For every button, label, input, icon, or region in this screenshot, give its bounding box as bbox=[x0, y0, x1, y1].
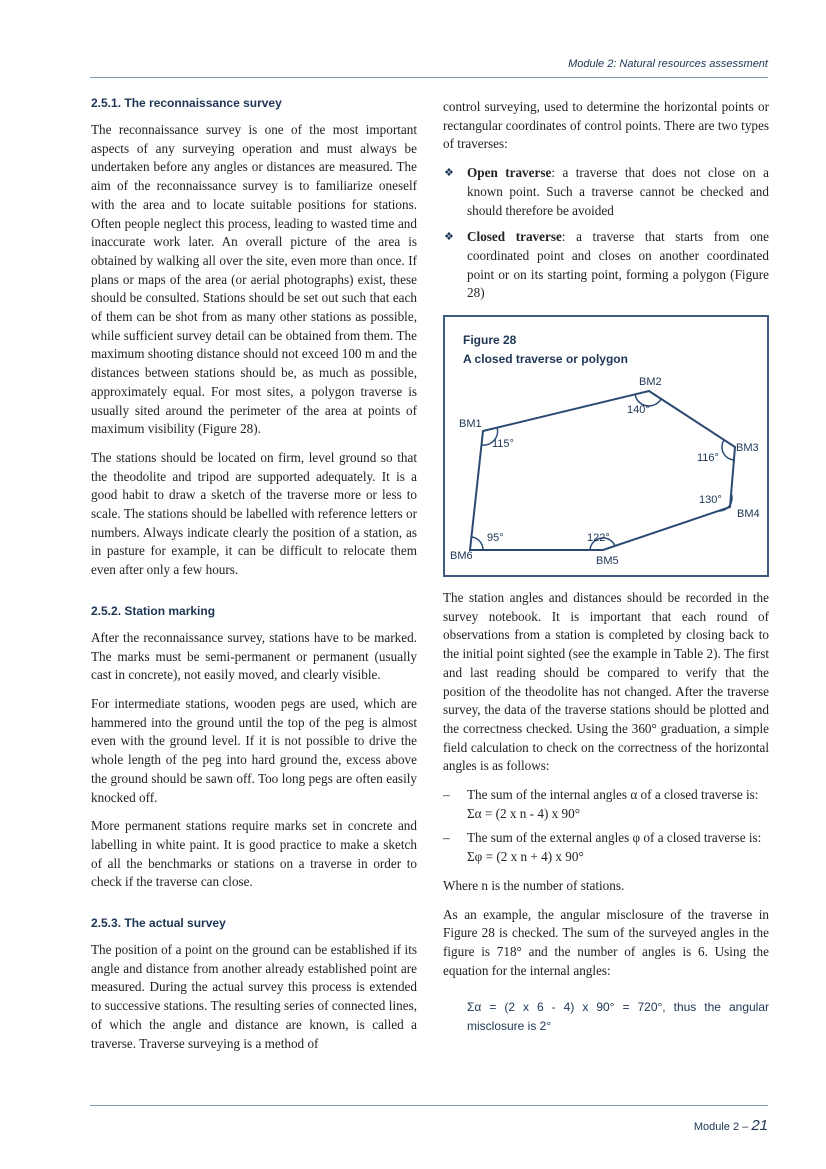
term-closed-traverse: Closed traverse bbox=[467, 229, 562, 245]
external-angles-formula: Σφ = (2 x n + 4) x 90° bbox=[467, 849, 584, 865]
station-label-bm5: BM5 bbox=[596, 555, 619, 568]
left-column bbox=[91, 96, 417, 1063]
header-rule bbox=[90, 77, 768, 78]
diamond-bullet-icon: ❖ bbox=[444, 166, 454, 180]
section-title-actual-survey: 2.5.3. The actual survey bbox=[91, 916, 226, 931]
running-head: Module 2: Natural resources assessment bbox=[568, 58, 768, 70]
paragraph: control surveying, used to determine the horizontal points or rectangular coordinates of control points. There are two types of traverses: bbox=[443, 99, 769, 152]
external-angles-text: The sum of the external angles φ of a closed traverse is: bbox=[467, 830, 762, 846]
traverse-polygon bbox=[470, 391, 735, 550]
list-item bbox=[443, 228, 769, 303]
figure-title: Figure 28 bbox=[463, 333, 517, 348]
station-label-bm1: BM1 bbox=[459, 418, 482, 431]
paragraph: Where n is the number of stations. bbox=[443, 877, 625, 893]
paragraph: More permanent stations require marks set in concrete and labelling in white paint. It is good practice to make a sketch of all the benchmarks or stations on a traverse in order to check if the traverse can close. bbox=[91, 818, 417, 890]
term-open-traverse: Open traverse bbox=[467, 165, 552, 181]
paragraph: The position of a point on the ground can be established if its angle and distance from another already established point are measured. During the actual survey this process is extended to successive stations. The resulting series of connected lines, of which the angle and distance are known, is called a traverse. Traverse surveying is a method of bbox=[91, 942, 417, 1051]
paragraph: After the reconnaissance survey, stations have to be marked. The marks must be semi-permanent or permanent (usually cast in concrete), not easily moved, and clearly visible. bbox=[91, 629, 417, 683]
angle-label-bm5: 122° bbox=[587, 532, 610, 545]
list-item bbox=[443, 164, 769, 220]
angle-arc-bm6 bbox=[472, 537, 483, 550]
definition-open-traverse: : a traverse that does not close on a known point. Such a traverse cannot be checked and should therefore be avoided bbox=[467, 165, 770, 218]
paragraph: For intermediate stations, wooden pegs are used, which are hammered into the ground until the top of the peg is almost even with the ground level. If it is not possible to drive the whole length of the peg into hard ground the, excess above the ground should be sawn off. Too long pegs are often easily knocked off. bbox=[91, 695, 417, 805]
definition-closed-traverse: : a traverse that starts from one coordinated point and closes on another coordinated point or on its starting point, forming a polygon (Figure 28) bbox=[467, 229, 769, 301]
angle-label-bm4: 130° bbox=[699, 494, 722, 507]
misclosure-calculation: Σα = (2 x 6 - 4) x 90° = 720°, thus the angular misclosure is 2° bbox=[467, 1000, 769, 1034]
paragraph: As an example, the angular misclosure of the traverse in Figure 28 is checked. The sum of the surveyed angles in the figure is 718° and the number of angles is 6. Using the equation for the internal angles: bbox=[443, 906, 769, 978]
diamond-bullet-icon: ❖ bbox=[444, 230, 454, 244]
dash-marker: – bbox=[443, 787, 450, 803]
figure-caption: A closed traverse or polygon bbox=[463, 352, 628, 367]
paragraph: The stations should be located on firm, level ground so that the theodolite and tripod are supported adequately. It is a good habit to draw a sketch of the traverse more or less to scale. The stations should be labelled with reference letters or numbers. Always indicate clearly the position of a station, as in pasture for example, it can be difficult to relocate them even after only a few hours. bbox=[91, 449, 417, 578]
footer-rule bbox=[90, 1105, 768, 1106]
internal-angles-text: The sum of the internal angles α of a closed traverse is: bbox=[467, 787, 759, 803]
section-title-reconnaissance: 2.5.1. The reconnaissance survey bbox=[91, 96, 282, 110]
section-title-station-marking: 2.5.2. Station marking bbox=[91, 603, 216, 618]
paragraph: The reconnaissance survey is one of the most important aspects of any surveying operation and must always be undertaken before any angles or distances are measured. The aim of the reconnaissance survey is to familiarize oneself with the area and to locate suitable positions for stations. Often people neglect this process, leading to wasted time and inaccurate work later. An overall picture of the area is obtained by walking all over the site, even more than once. If plans or maps of the area (or aerial photographs) exist, these should be consulted. Stations should be set out such that each of them can be shot from as many other stations as possible, while sufficient survey detail can be obtained from them. The maximum shooting distance should not exceed 100 m and the distances between stations should be, as much as possible, approximately equal. For most sites, a polygon traverse is usually sited around the perimeter of the area at points of maximum visibility (Figure 28). bbox=[91, 122, 417, 437]
angle-label-bm1: 115° bbox=[492, 438, 514, 451]
footer-module-label: Module 2 – bbox=[693, 1121, 749, 1133]
angle-label-bm6: 95° bbox=[487, 532, 504, 545]
station-label-bm3: BM3 bbox=[736, 442, 759, 455]
figure-28 bbox=[443, 315, 769, 577]
list-item bbox=[443, 786, 769, 823]
traverse-types-list bbox=[443, 164, 769, 303]
right-column bbox=[443, 98, 769, 1036]
list-item bbox=[443, 829, 769, 866]
page-footer bbox=[694, 1117, 768, 1134]
angle-check-list bbox=[443, 786, 769, 867]
dash-marker: – bbox=[443, 830, 450, 846]
angle-label-bm2: 140° bbox=[627, 404, 650, 417]
traverse-diagram bbox=[445, 317, 771, 579]
station-label-bm4: BM4 bbox=[737, 508, 760, 521]
internal-angles-formula: Σα = (2 x n - 4) x 90° bbox=[467, 805, 581, 821]
angle-label-bm3: 116° bbox=[697, 452, 719, 465]
station-label-bm6: BM6 bbox=[450, 550, 473, 563]
page-number: 21 bbox=[751, 1117, 768, 1134]
station-label-bm2: BM2 bbox=[639, 376, 662, 389]
paragraph: The station angles and distances should be recorded in the survey notebook. It is important that each round of observations from a station is completed by closing back to the initial point sighted (see the example in Table 2). The first and last reading should be compared to verify that the position of the theodolite has not changed. After the traverse survey, the data of the traverse stations should be plotted and the correctness checked. Using the 360° graduation, a simple field calculation to check on the correctness of the horizontal angles is as follows: bbox=[443, 590, 769, 774]
